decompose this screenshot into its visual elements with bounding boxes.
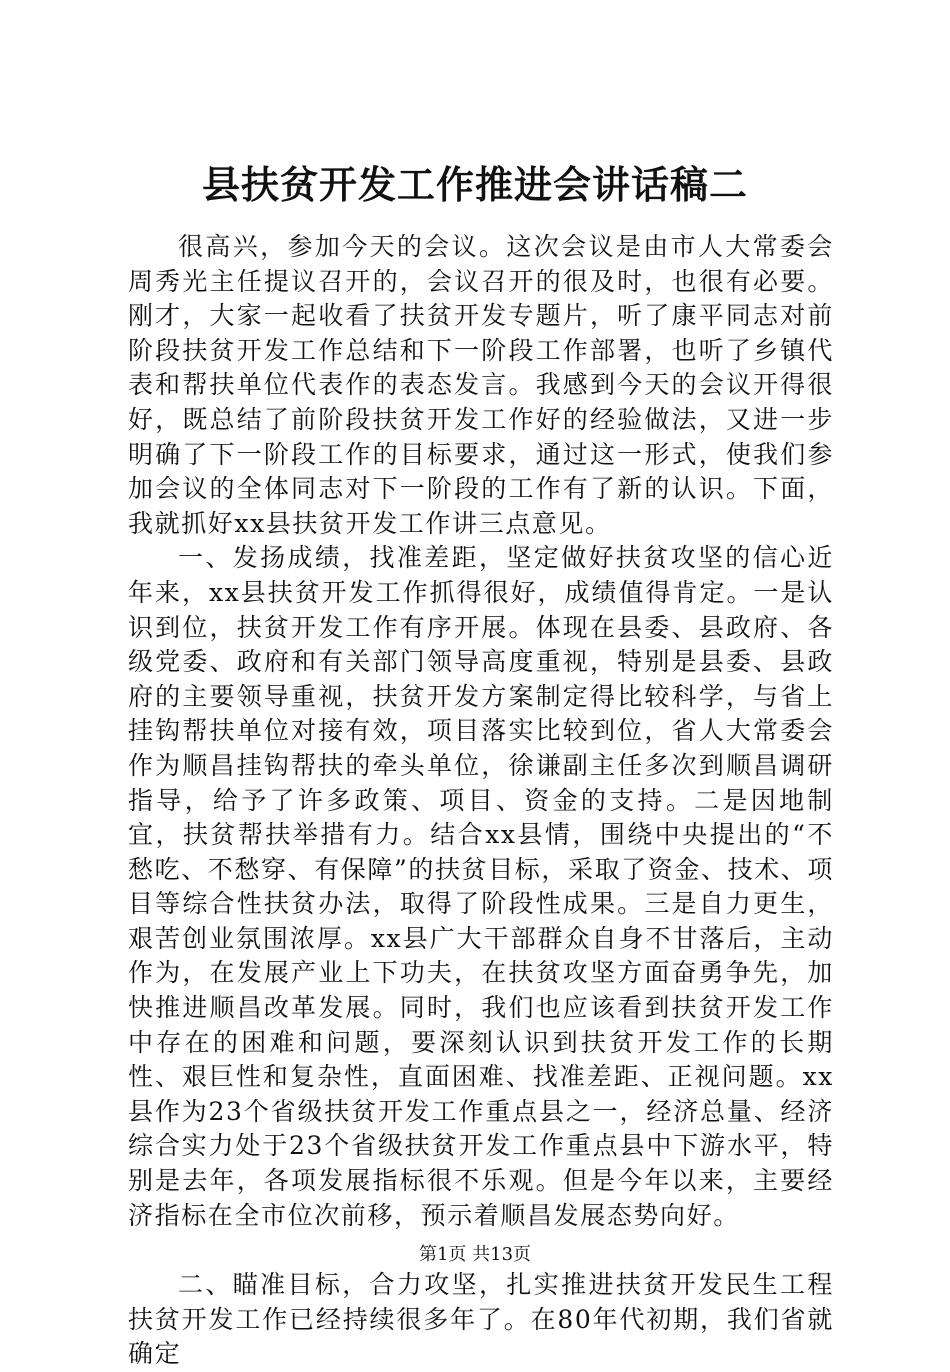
paragraph-intro: 很高兴，参加今天的会议。这次会议是由市人大常委会周秀光主任提议召开的，会议召开的很及时，也很有必要。刚才，大家一起收看了扶贫开发专题片，听了康平同志对前阶段扶贫开发工作总结和下一阶段工作部署，也听了乡镇代表和帮扶单位代表作的表态发言。我感到今天的会议开得很好，既总结了前阶段扶贫开发工作好的经验做法，又进一步明确了下一阶段工作的目标要求，通过这一形式，使我们参加会议的全体同志对下一阶段的工作有了新的认识。下面，我就抓好xx县扶贫开发工作讲三点意见。 [128,232,834,538]
page-title: 县扶贫开发工作推进会讲话稿二 [201,162,748,207]
paragraph-section-two: 二、瞄准目标，合力攻坚，扎实推进扶贫开发民生工程扶贫开发工作已经持续很多年了。在80年代初期，我们省就确定 [128,1270,834,1369]
document-body [128,230,834,1372]
page-footer: 第1页 共13页 [418,1244,532,1265]
paragraph-section-one: 一、发扬成绩，找准差距，坚定做好扶贫攻坚的信心近年来，xx县扶贫开发工作抓得很好，成绩值得肯定。一是认识到位，扶贫开发工作有序开展。体现在县委、县政府、各级党委、政府和有关部门领导高度重视，特别是县委、县政府的主要领导重视，扶贫开发方案制定得比较科学，与省上挂钩帮扶单位对接有效，项目落实比较到位，省人大常委会作为顺昌挂钩帮扶的牵头单位，徐谦副主任多次到顺昌调研指导，给予了许多政策、项目、资金的支持。二是因地制宜，扶贫帮扶举措有力。结合xx县情，围绕中央提出的“不愁吃、不愁穿、有保障”的扶贫目标，采取了资金、技术、项目等综合性扶贫办法，取得了阶段性成果。三是自力更生，艰苦创业氛围浓厚。xx县广大干部群众自身不甘落后，主动作为，在发展产业上下功夫，在扶贫攻坚方面奋勇争先，加快推进顺昌改革发展。同时，我们也应该看到扶贫开发工作中存在的困难和问题，要深刻认识到扶贫开发工作的长期性、艰巨性和复杂性，直面困难、找准差距、正视问题。xx县作为23个省级扶贫开发工作重点县之一，经济总量、经济综合实力处于23个省级扶贫开发工作重点县中下游水平，特别是去年，各项发展指标很不乐观。但是今年以来，主要经济指标在全市位次前移，预示着顺昌发展态势向好。 [128,543,834,1230]
